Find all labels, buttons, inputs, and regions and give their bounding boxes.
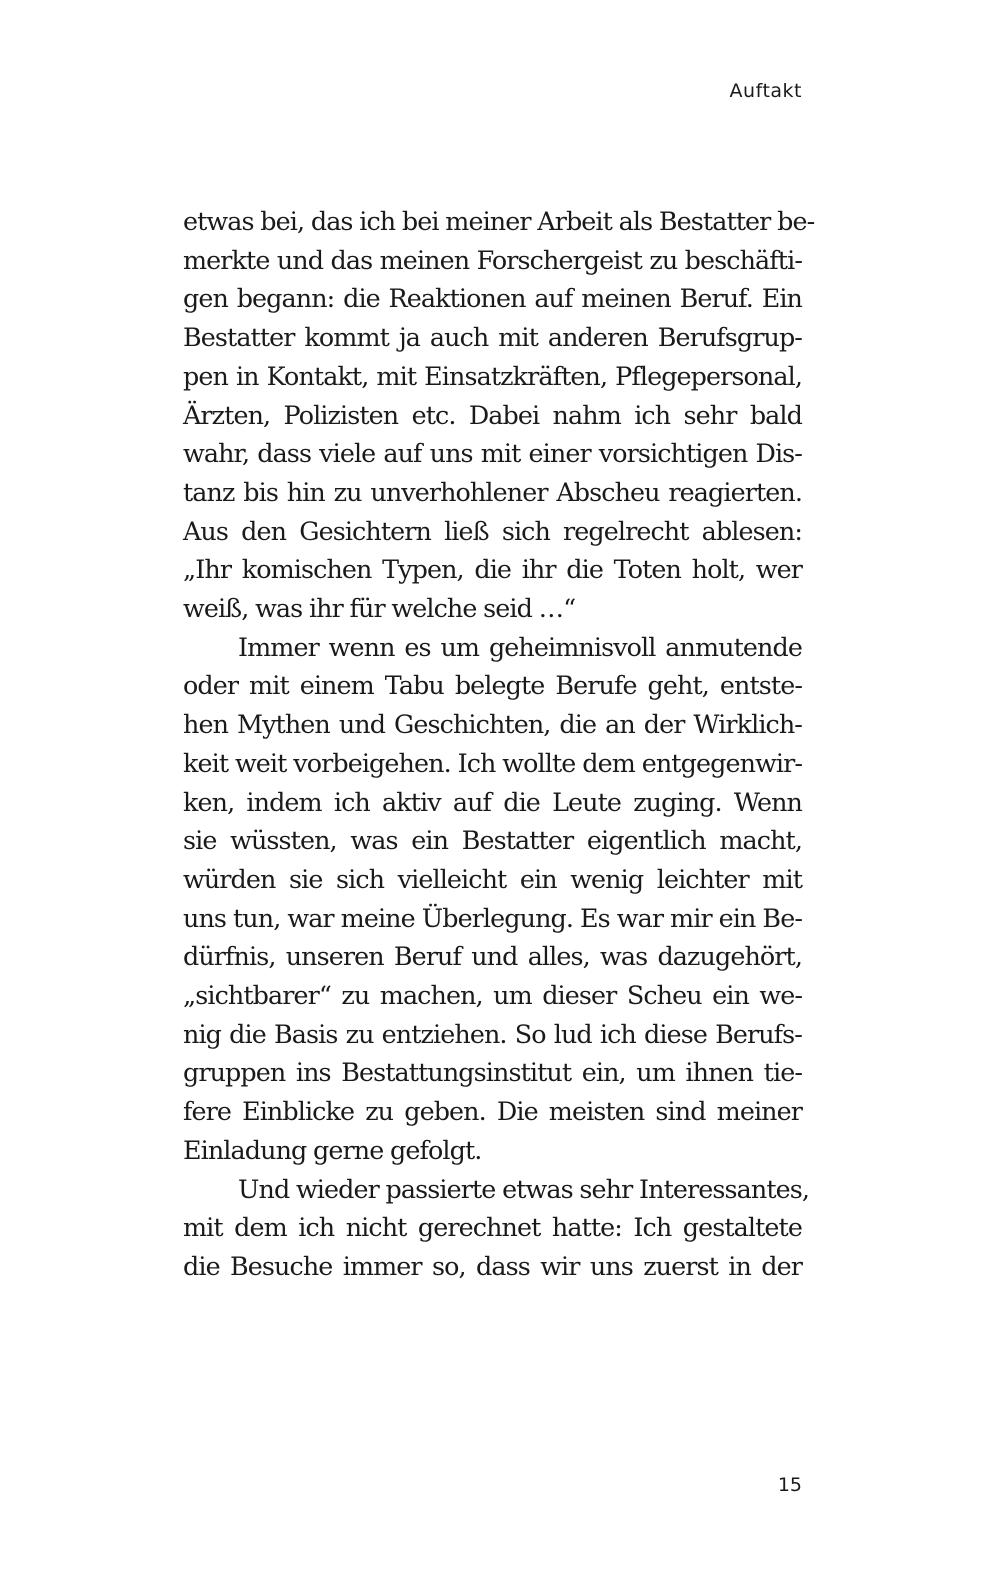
text-line: Ärzten, Polizisten etc. Dabei nahm ich sehr bald xyxy=(183,399,802,430)
text-line: gruppen ins Bestattungsinstitut ein, um ihnen tie- xyxy=(183,1057,802,1088)
text-line: nig die Basis zu entziehen. So lud ich diese Berufs- xyxy=(183,1018,802,1049)
text-line: „Ihr komischen Typen, die ihr die Toten holt, wer xyxy=(183,554,802,585)
text-line: oder mit einem Tabu belegte Berufe geht, entste- xyxy=(183,670,802,701)
running-head: Auftakt xyxy=(729,80,802,102)
text-line: keit weit vorbeigehen. Ich wollte dem entgegenwir- xyxy=(183,747,802,778)
text-line: gen begann: die Reaktionen auf meinen Beruf. Ein xyxy=(183,283,802,314)
text-line: Aus den Gesichtern ließ sich regelrecht ablesen: xyxy=(183,515,802,546)
page-number: 15 xyxy=(777,1474,802,1496)
text-line: hen Mythen und Geschichten, die an der Wirklich- xyxy=(183,709,802,740)
text-line: sie wüssten, was ein Bestatter eigentlich macht, xyxy=(183,825,802,856)
text-line: merkte und das meinen Forschergeist zu beschäfti- xyxy=(183,244,802,275)
body-text xyxy=(183,202,815,1286)
text-line: Bestatter kommt ja auch mit anderen Berufsgrup- xyxy=(183,322,802,353)
text-line: die Besuche immer so, dass wir uns zuerst in der xyxy=(183,1250,802,1281)
text-line: Und wieder passierte etwas sehr Interessantes, xyxy=(238,1173,810,1204)
text-line: tanz bis hin zu unverhohlener Abscheu reagierten. xyxy=(183,476,802,507)
text-line: pen in Kontakt, mit Einsatzkräften, Pflegepersonal, xyxy=(183,360,802,391)
text-line: „sichtbarer“ zu machen, um dieser Scheu ein we- xyxy=(183,980,802,1011)
text-line: Einladung gerne gefolgt. xyxy=(183,1134,482,1165)
text-line: etwas bei, das ich bei meiner Arbeit als Bestatter be- xyxy=(183,206,815,236)
text-line: weiß, was ihr für welche seid …“ xyxy=(183,593,576,624)
text-line: wahr, dass viele auf uns mit einer vorsichtigen Dis- xyxy=(183,438,802,469)
text-line: dürfnis, unseren Beruf und alles, was dazugehört, xyxy=(183,941,802,972)
text-line: fere Einblicke zu geben. Die meisten sind meiner xyxy=(183,1096,802,1127)
text-line: mit dem ich nicht gerechnet hatte: Ich gestaltete xyxy=(183,1212,802,1243)
text-line: uns tun, war meine Überlegung. Es war mir ein Be- xyxy=(183,902,802,933)
text-line: ken, indem ich aktiv auf die Leute zuging. Wenn xyxy=(183,786,802,817)
text-line: würden sie sich vielleicht ein wenig leichter mit xyxy=(183,863,802,894)
text-line: Immer wenn es um geheimnisvoll anmutende xyxy=(238,631,802,662)
